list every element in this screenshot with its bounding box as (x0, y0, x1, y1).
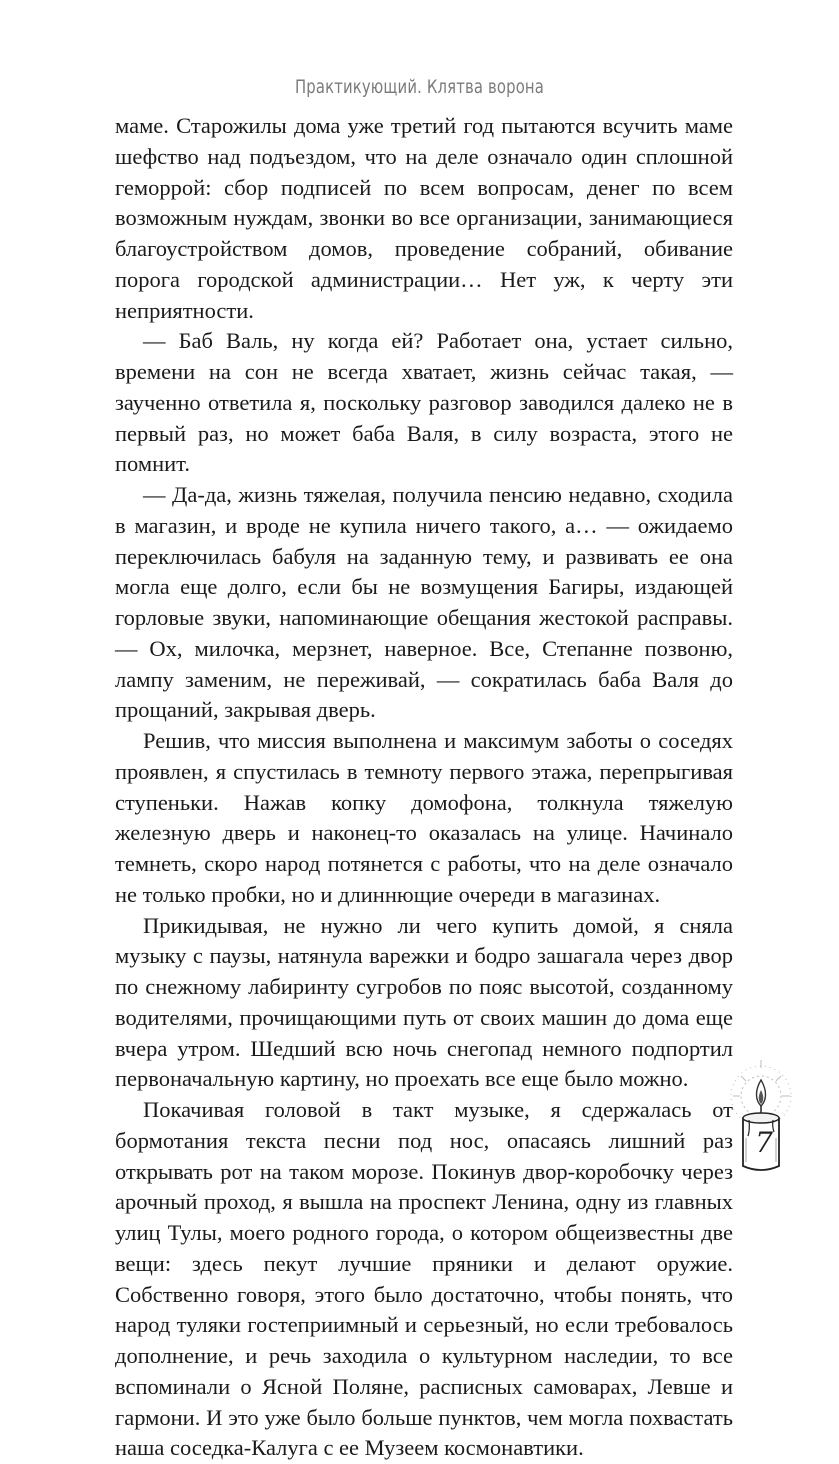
paragraph: Решив, что миссия выполнена и максимум заботы о соседях проявлен, я спустилась в темноту первого этажа, перепрыгивая ступеньки. Нажав копку домофона, толкнула тяжелую железную дверь и наконец-то оказалась на улице. Начинало темнеть, скоро народ потянется с работы, что на деле означало не только пробки, но и длиннющие очереди в магазинах. (115, 728, 733, 907)
paragraph: — Баб Валь, ну когда ей? Работает она, устает сильно, времени на сон не всегда хватает, жизнь сейчас такая, — заученно ответила я, поскольку разговор заводился далеко не в первый раз, но может баба Валя, в силу возраста, этого не помнит. (115, 328, 733, 477)
paragraph: — Да-да, жизнь тяжелая, получила пенсию недавно, сходила в магазин, и вроде не купила ничего такого, а… — ожидаемо переключилась бабуля на заданную тему, и развивать ее она могла еще долго, если бы не возмущения Багиры, издающей горловые звуки, напоминающие обещания жестокой расправы. — Ох, милочка, мерзнет, наверное. Все, Степанне позвоню, лампу заменим, не переживай, — сократилась баба Валя до прощаний, закрывая дверь. (115, 482, 733, 723)
running-title: Практикующий. Клятва ворона (294, 76, 545, 98)
paragraph: Прикидывая, не нужно ли чего купить домой, я сняла музыку с паузы, натянула варежки и бодро зашагала через двор по снежному лабиринту сугробов по пояс высотой, созданному водителями, прочищающими путь от своих машин до дома еще вчера утром. Шедший всю ночь снегопад немного подпортил первоначальную картину, но проехать все еще было можно. (115, 912, 733, 1092)
body-text (115, 111, 733, 1464)
paragraph: Покачивая головой в такт музыке, я сдержалась от бормотания текста песни под нос, опасаясь лишний раз открывать рот на таком морозе. Покинув двор-коробочку через арочный проход, я вышла на проспект Ленина, одну из главных улиц Тулы, моего родного города, о котором общеизвестны две вещи: здесь пекут лучшие пряники и делают оружие. Собственно говоря, этого было достаточно, чтобы понять, что народ туляки гостеприимный и серьезный, но если требовалось дополнение, и речь заходила о культурном наследии, то все вспоминали о Ясной Поляне, расписных самоварах, Левше и гармони. И это уже было больше пунктов, чем могла похвастать наша соседка-Калуга с ее Музеем космонавтики. (115, 1097, 733, 1461)
paragraph: маме. Старожилы дома уже третий год пытаются всучить маме шефство над подъездом, что на деле означало один сплошной геморрой: сбор подписей по всем вопросам, денег по всем возможным нуждам, звонки во все организации, занимающиеся благоустройством домов, проведение собраний, обивание порога городской администрации… Нет уж, к черту эти неприятности. (115, 113, 733, 323)
page-number: 7 (755, 1126, 773, 1159)
